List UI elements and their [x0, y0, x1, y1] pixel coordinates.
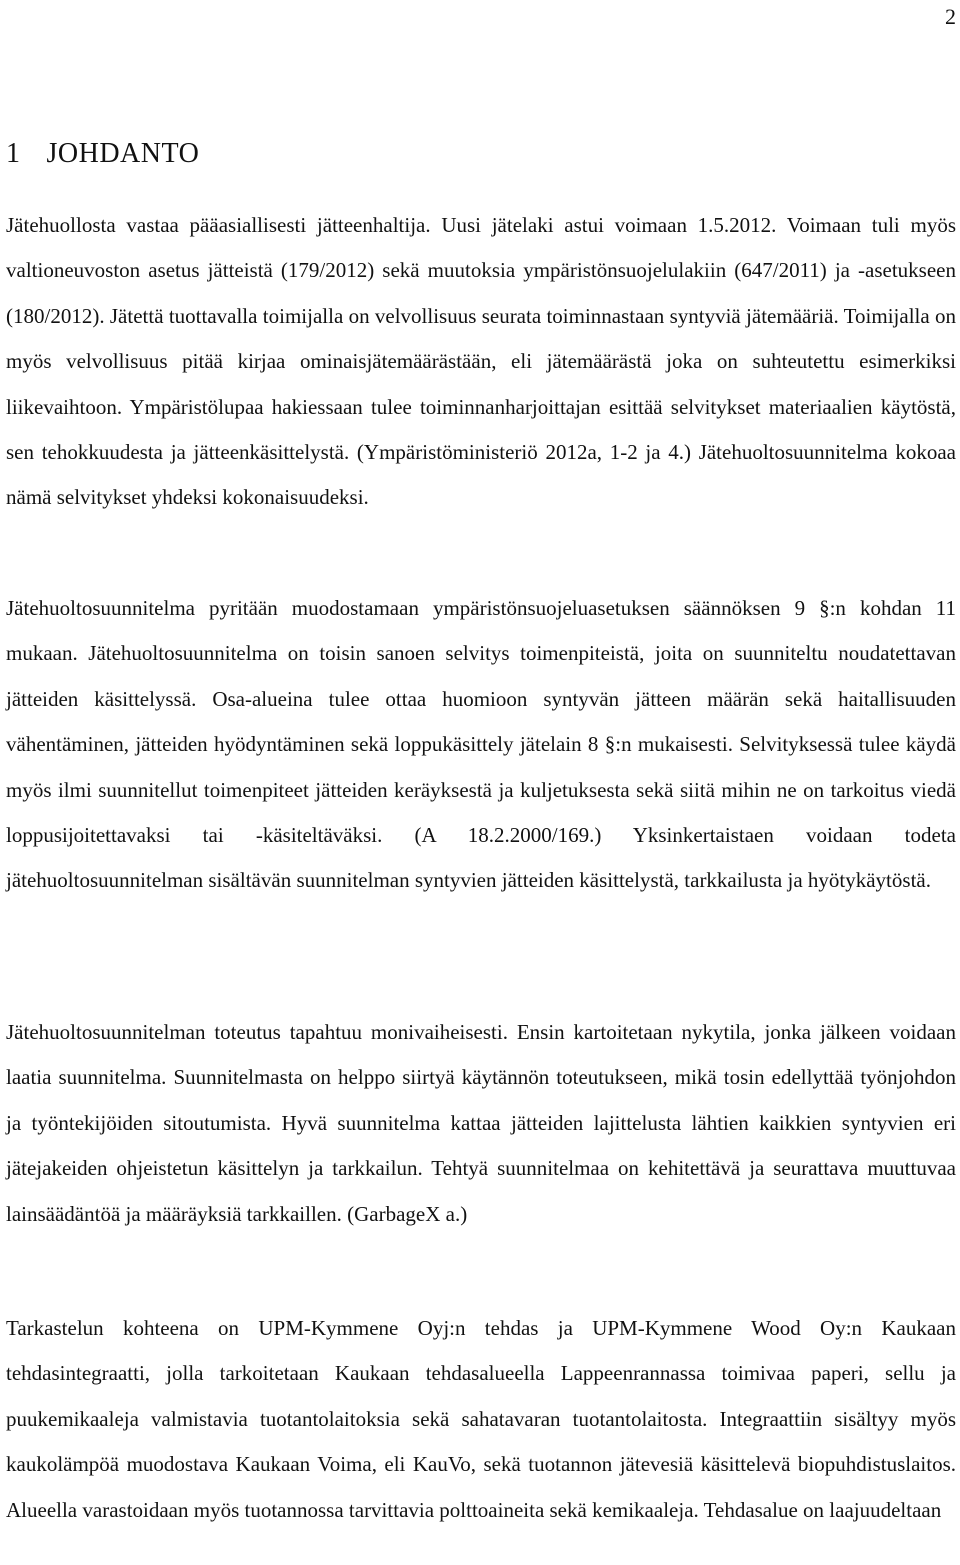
paragraph-3: Jätehuoltosuunnitelman toteutus tapahtuu monivaiheisesti. Ensin kartoitetaan nykytila, jonka jälkeen voidaan laatia suunnitelma. Suunnitelmasta on helppo siirtyä käytännön toteutukseen, mikä tosin edellyttää työnjohdon ja työntekijöiden sitoutumista. Hyvä suunnitelma kattaa jätteiden lajittelusta lähtien kaikkien syntyvien eri jätejakeiden ohjeistetun käsittelyn ja tarkkailun. Tehtyä suunnitelmaa on kehitettävä ja seurattava muuttuvaa lainsäädäntöä ja määräyksiä tarkkaillen. (GarbageX a.) [6, 1020, 956, 1226]
paragraph-2: Jätehuoltosuunnitelma pyritään muodostamaan ympäristönsuojeluasetuksen säännöksen 9 §:n kohdan 11 mukaan. Jätehuoltosuunnitelma on toisin sanoen selvitys toimenpiteistä, joita on suunniteltu noudatettavan jätteiden käsittelyssä. Osa-alueina tulee ottaa huomioon syntyvän jätteen määrän sekä haitallisuuden vähentäminen, jätteiden hyödyntäminen sekä loppukäsittely jätelain 8 §:n mukaisesti. Selvityksessä tulee käydä myös ilmi suunnitellut toimenpiteet jätteiden keräyksestä ja kuljetuksesta sekä siitä mihin ne on tarkoitus viedä loppusijoitettavaksi tai -käsiteltäväksi. (A 18.2.2000/169.) Yksinkertaistaen voidaan todeta jätehuoltosuunnitelman sisältävän suunnitelman syntyvien jätteiden käsittelystä, tarkkailusta ja hyötykäytöstä. [6, 596, 956, 893]
section-title: JOHDANTO [46, 138, 200, 169]
paragraph-1: Jätehuollosta vastaa pääasiallisesti jätteenhaltija. Uusi jätelaki astui voimaan 1.5.2012. Voimaan tuli myös valtioneuvoston asetus jätteistä (179/2012) sekä muutoksia ympäristönsuojelulakiin (647/2011) ja -asetukseen (180/2012). Jätettä tuottavalla toimijalla on velvollisuus seurata toiminnastaan syntyviä jätemääriä. Toimijalla on myös velvollisuus pitää kirjaa ominaisjätemäärästään, eli jätemäärästä joka on suhteutettu esimerkiksi liikevaihtoon. Ympäristölupaa hakiessaan tulee toiminnanharjoittajan esittää selvitykset materiaalien käytöstä, sen tehokkuudesta ja jätteenkäsittelystä. (Ympäristöministeriö 2012a, 1-2 ja 4.) Jätehuoltosuunnitelma kokoaa nämä selvitykset yhdeksi kokonaisuudeksi. [6, 213, 956, 510]
section-number: 1 [6, 138, 21, 169]
section-heading [6, 134, 199, 174]
paragraph-4: Tarkastelun kohteena on UPM-Kymmene Oyj:n tehdas ja UPM-Kymmene Wood Oy:n Kaukaan tehdasintegraatti, jolla tarkoitetaan Kaukaan tehdasalueella Lappeenrannassa toimivaa paperi, sellu ja puukemikaaleja valmistavia tuotantolaitoksia sekä sahatavaran tuotantolaitosta. Integraattiin sisältyy myös kaukolämpöä muodostava Kaukaan Voima, eli KauVo, sekä tuotannon jätevesiä käsittelevä biopuhdistuslaitos. Alueella varastoidaan myös tuotannossa tarvittavia polttoaineita sekä kemikaaleja. Tehdasalue on laajuudeltaan [6, 1316, 956, 1522]
page-number: 2 [945, 4, 956, 29]
